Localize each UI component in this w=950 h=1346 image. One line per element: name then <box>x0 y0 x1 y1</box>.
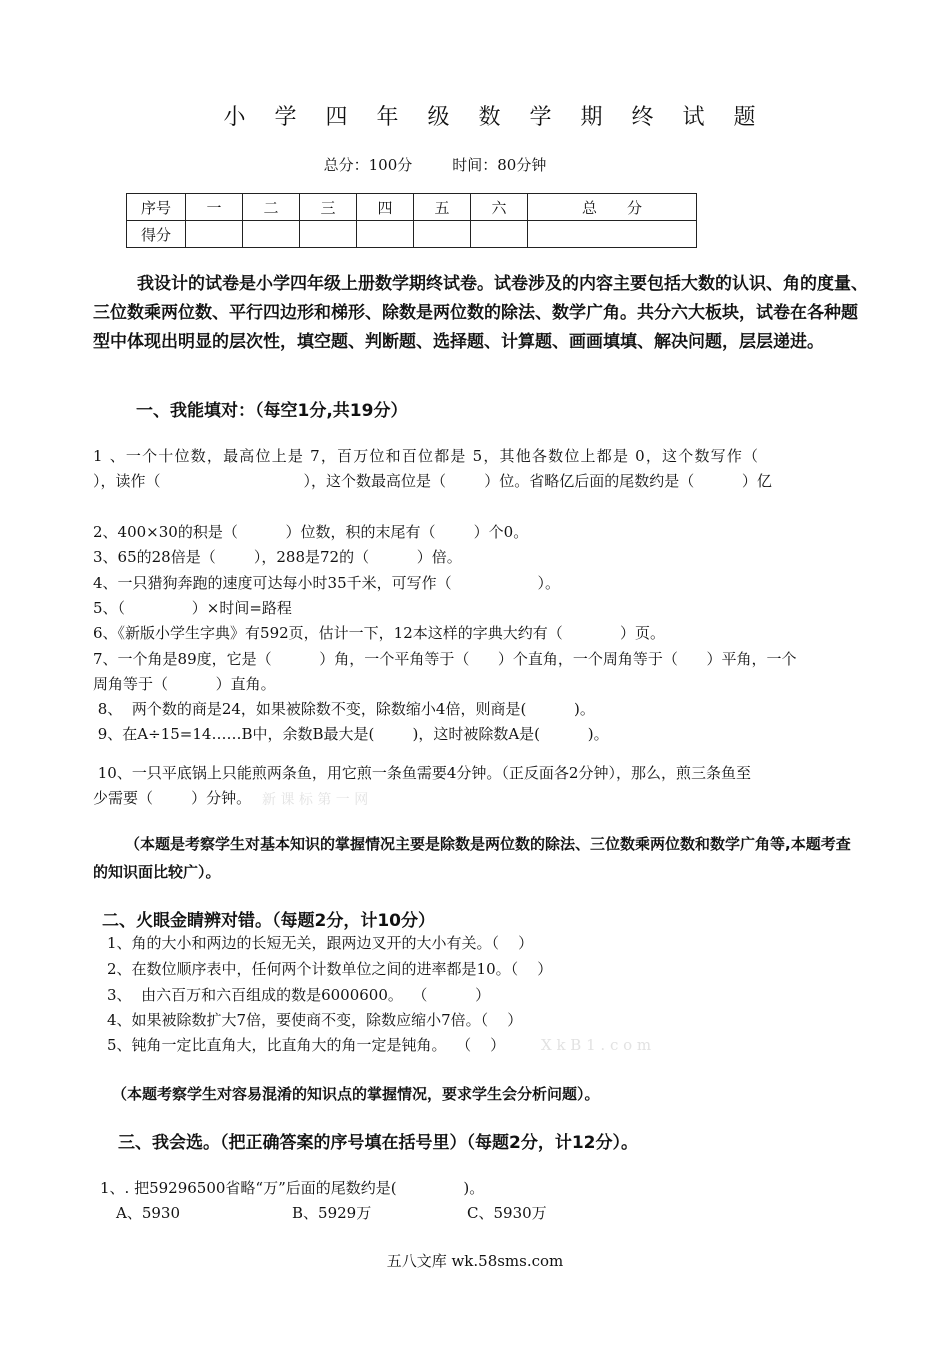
score-cell[interactable] <box>243 221 300 248</box>
score-table-score-row <box>127 221 697 248</box>
s2-q1: 1、角的大小和两边的长短无关，跟两边叉开的大小有关。（ ） <box>107 934 534 952</box>
header-cell: 一 <box>186 194 243 221</box>
s1-q7-line1: 7、一个角是89度，它是（ ）角，一个平角等于（ ）个直角，一个周角等于（ ）平角，一个 <box>93 650 797 668</box>
section3-heading: 三、我会选。（把正确答案的序号填在括号里）（每题2分，计12分）。 <box>118 1133 638 1153</box>
score-cell[interactable] <box>186 221 243 248</box>
watermark-text: 新 课 标 第 一 网 <box>262 792 369 808</box>
header-cell: 四 <box>357 194 414 221</box>
s1-q2: 2、400×30的积是（ ）位数，积的末尾有（ ）个0。 <box>93 523 529 541</box>
score-cell[interactable] <box>300 221 357 248</box>
header-cell: 总 分 <box>528 194 697 221</box>
header-cell: 五 <box>414 194 471 221</box>
row-label: 得分 <box>127 221 186 248</box>
s1-q1-line1: 1 、一个十位数，最高位上是 7，百万位和百位都是 5，其他各数位上都是 0，这个数写作（ <box>93 447 760 465</box>
s2-note: （本题考察学生对容易混淆的知识点的掌握情况，要求学生会分析问题）。 <box>112 1085 600 1103</box>
s1-q7-line2: 周角等于（ ）直角。 <box>93 675 276 693</box>
section2-heading: 二、火眼金睛辨对错。（每题2分，计10分） <box>102 911 435 931</box>
s1-q6: 6、《新版小学生字典》有592页，估计一下，12本这样的字典大约有（ ）页。 <box>93 624 665 642</box>
s3-q1-option-c: C、5930万 <box>467 1204 547 1222</box>
s1-q10-line2: 少需要（ ）分钟。 <box>93 789 252 807</box>
intro-paragraph: 我设计的试卷是小学四年级上册数学期终试卷。试卷涉及的内容主要包括大数的认识、角的度量、三位数乘两位数、平行四边形和梯形、除数是两位数的除法、数学广角。共分六大板块，试卷在各种题型中体现出明显的层次性，填空题、判断题、选择题、计算题、画画填填、解决问题，层层递进。 <box>93 274 868 352</box>
section1-heading: 一、我能填对：（每空1分,共19分） <box>136 401 408 421</box>
s1-q9: 9、在A÷15=14……B中，余数B最大是( )，这时被除数A是( )。 <box>93 725 609 743</box>
score-cell[interactable] <box>471 221 528 248</box>
s2-q4: 4、如果被除数扩大7倍，要使商不变，除数应缩小7倍。（ ） <box>107 1011 523 1029</box>
s2-q2: 2、在数位顺序表中，任何两个计数单位之间的进率都是10。（ ） <box>107 960 553 978</box>
s1-q4: 4、一只猎狗奔跑的速度可达每小时35千米，可写作（ ）。 <box>93 574 560 592</box>
header-cell: 序号 <box>127 194 186 221</box>
score-cell[interactable] <box>357 221 414 248</box>
s2-q3: 3、 由六百万和六百组成的数是6000600。 （ ） <box>107 986 491 1004</box>
score-cell[interactable] <box>414 221 471 248</box>
s3-q1: 1、. 把59296500省略“万”后面的尾数约是( )。 <box>100 1179 485 1197</box>
page-footer: 五八文库 wk.58sms.com <box>386 1252 564 1270</box>
score-table <box>126 193 697 248</box>
s1-q5: 5、（ ）×时间=路程 <box>93 599 292 617</box>
s1-q3: 3、65的28倍是（ ），288是72的（ ）倍。 <box>93 548 462 566</box>
s1-note: （本题是考察学生对基本知识的掌握情况主要是除数是两位数的除法、三位数乘两位数和数学广角等,本题考查的知识面比较广）。 <box>93 835 851 881</box>
s1-q10-line1: 10、一只平底锅上只能煎两条鱼，用它煎一条鱼需要4分钟。（正反面各2分钟），那么，煎三条鱼至 <box>93 764 751 782</box>
exam-meta <box>0 154 870 175</box>
watermark-text: X k B 1 . c o m <box>541 1036 652 1054</box>
header-cell: 六 <box>471 194 528 221</box>
score-table-header-row <box>127 194 697 221</box>
s1-q1-line2: ），读作（ ），这个数最高位是（ ）位。省略亿后面的尾数约是（ ）亿 <box>93 472 772 490</box>
s1-q8: 8、 两个数的商是24，如果被除数不变，除数缩小4倍，则商是( )。 <box>93 700 595 718</box>
s3-q1-option-b: B、5929万 <box>292 1204 372 1222</box>
score-cell[interactable] <box>528 221 697 248</box>
s2-q5: 5、钝角一定比直角大，比直角大的角一定是钝角。 （ ） <box>107 1036 506 1054</box>
total-score: 总分：100分 <box>323 156 413 174</box>
s3-q1-option-a: A、5930 <box>116 1204 181 1222</box>
header-cell: 二 <box>243 194 300 221</box>
page-title: 小 学 四 年 级 数 学 期 终 试 题 <box>223 105 767 130</box>
header-cell: 三 <box>300 194 357 221</box>
exam-time: 时间：80分钟 <box>452 156 547 174</box>
